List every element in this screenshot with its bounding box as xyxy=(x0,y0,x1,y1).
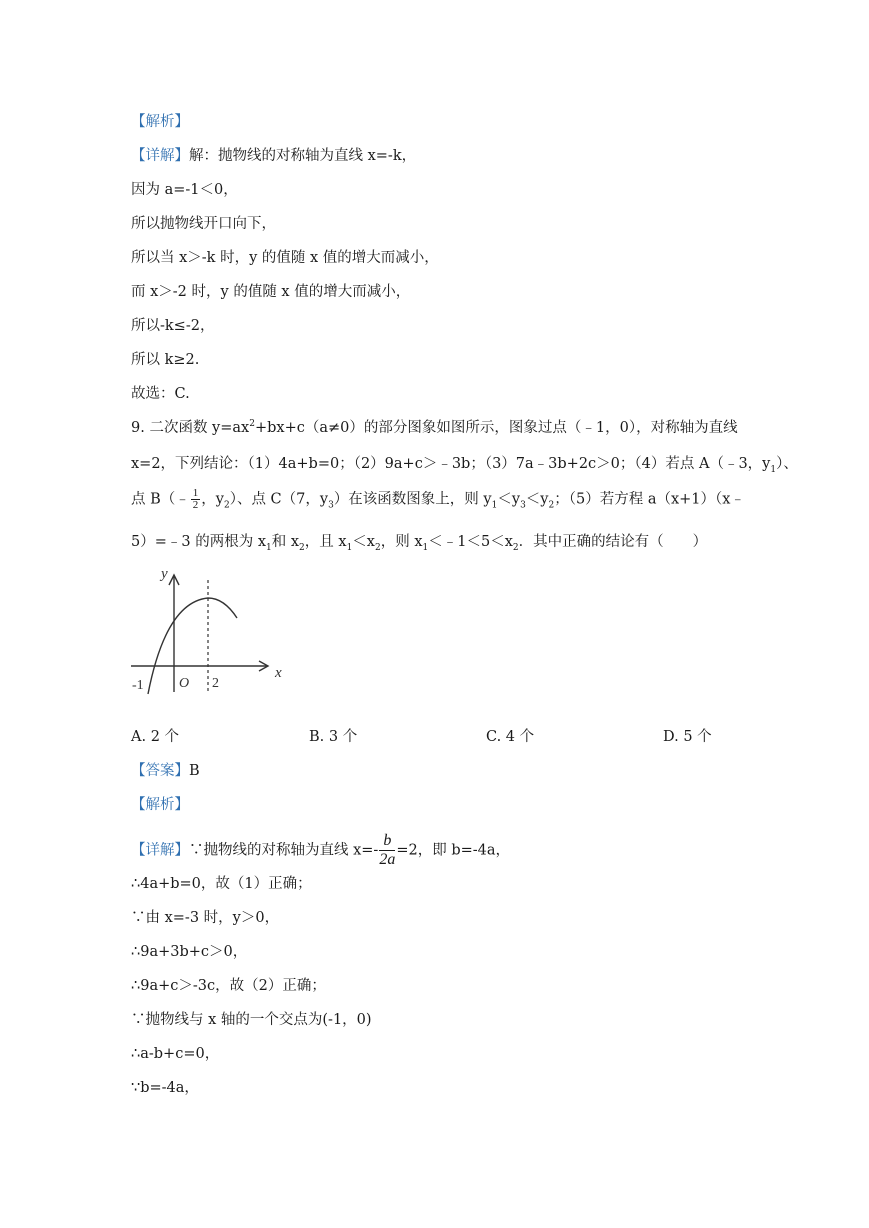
step-line: ∴9a+3b+c＞0， xyxy=(131,944,248,960)
text-line: 故选：C. xyxy=(131,386,190,402)
analysis-heading-1: 【解析】 xyxy=(131,114,189,130)
detail-line-1: 【详解】解：抛物线的对称轴为直线 x=-k， xyxy=(131,148,417,164)
answer-line: 【答案】B xyxy=(131,763,200,779)
tick-label-2: 2 xyxy=(212,676,219,691)
step-line: ∴9a+c＞-3c，故（2）正确； xyxy=(131,978,326,994)
step-line: ∴a-b+c=0， xyxy=(131,1046,220,1062)
question-line-2: x=2，下列结论：（1）4a+b=0；（2）9a+c＞﹣3b；（3）7a﹣3b+2c＞0；（4）若点 A（﹣3，$y_1$）、 xyxy=(131,456,798,475)
option-c: C. 4 个 xyxy=(486,729,535,745)
origin-label: O xyxy=(179,676,190,691)
question-line-3: 点 B（﹣ $\frac{1}{2}$ ，$y_2$）、点 C（7，$y_3$）在该函数图象上，则 $y_1<y_3<y_2$；（5）若方程 a（x+1）（x﹣ xyxy=(131,487,745,511)
parabola-figure xyxy=(127,562,292,702)
text-line: 所以-k≤-2， xyxy=(131,318,215,334)
step-line: ∴4a+b=0，故（1）正确； xyxy=(131,876,312,892)
y-axis-label: y xyxy=(161,566,168,582)
step-line: ∵由 x=-3 时，y＞0， xyxy=(131,910,280,926)
question-line-4: 5）=﹣3 的两根为 $x_1$和 $x_2$，且 $x_1<x_2$，则 $x_1<﹣1<5<x_2$．其中正确的结论有（ ） xyxy=(131,534,708,553)
tick-label-neg1: -1 xyxy=(132,678,144,693)
fraction-b-over-2a: $\frac{b}{2a}$ xyxy=(379,832,396,868)
step-line: ∵b=-4a， xyxy=(131,1080,199,1096)
step-line: ∵抛物线与 x 轴的一个交点为(-1，0) xyxy=(131,1012,372,1028)
text-line: 所以当 x＞-k 时，y 的值随 x 值的增大而减小， xyxy=(131,250,439,266)
text-line: 因为 a=-1＜0， xyxy=(131,182,238,198)
text-line: 所以抛物线开口向下， xyxy=(131,216,276,232)
option-b: B. 3 个 xyxy=(309,729,358,745)
analysis-heading-2: 【解析】 xyxy=(131,797,189,813)
text-line: 而 x＞-2 时，y 的值随 x 值的增大而减小， xyxy=(131,284,411,300)
text-line: 所以 k≥2. xyxy=(131,352,200,368)
parabola-curve xyxy=(148,598,237,694)
detail-line-2: 【详解】∵抛物线的对称轴为直线 x=- $\frac{b}{2a}$ =2，即 b=-4a， xyxy=(131,832,511,868)
x-axis-label: x xyxy=(275,665,282,681)
question-line-1: 9. 二次函数 $y=ax^2+bx+c(a\ne 0)$的部分图象如图所示，图象过点（﹣1，0），对称轴为直线 xyxy=(131,419,738,436)
option-a: A. 2 个 xyxy=(131,729,180,745)
fraction: $\frac{1}{2}$ xyxy=(192,487,199,511)
option-d: D. 5 个 xyxy=(663,729,712,745)
